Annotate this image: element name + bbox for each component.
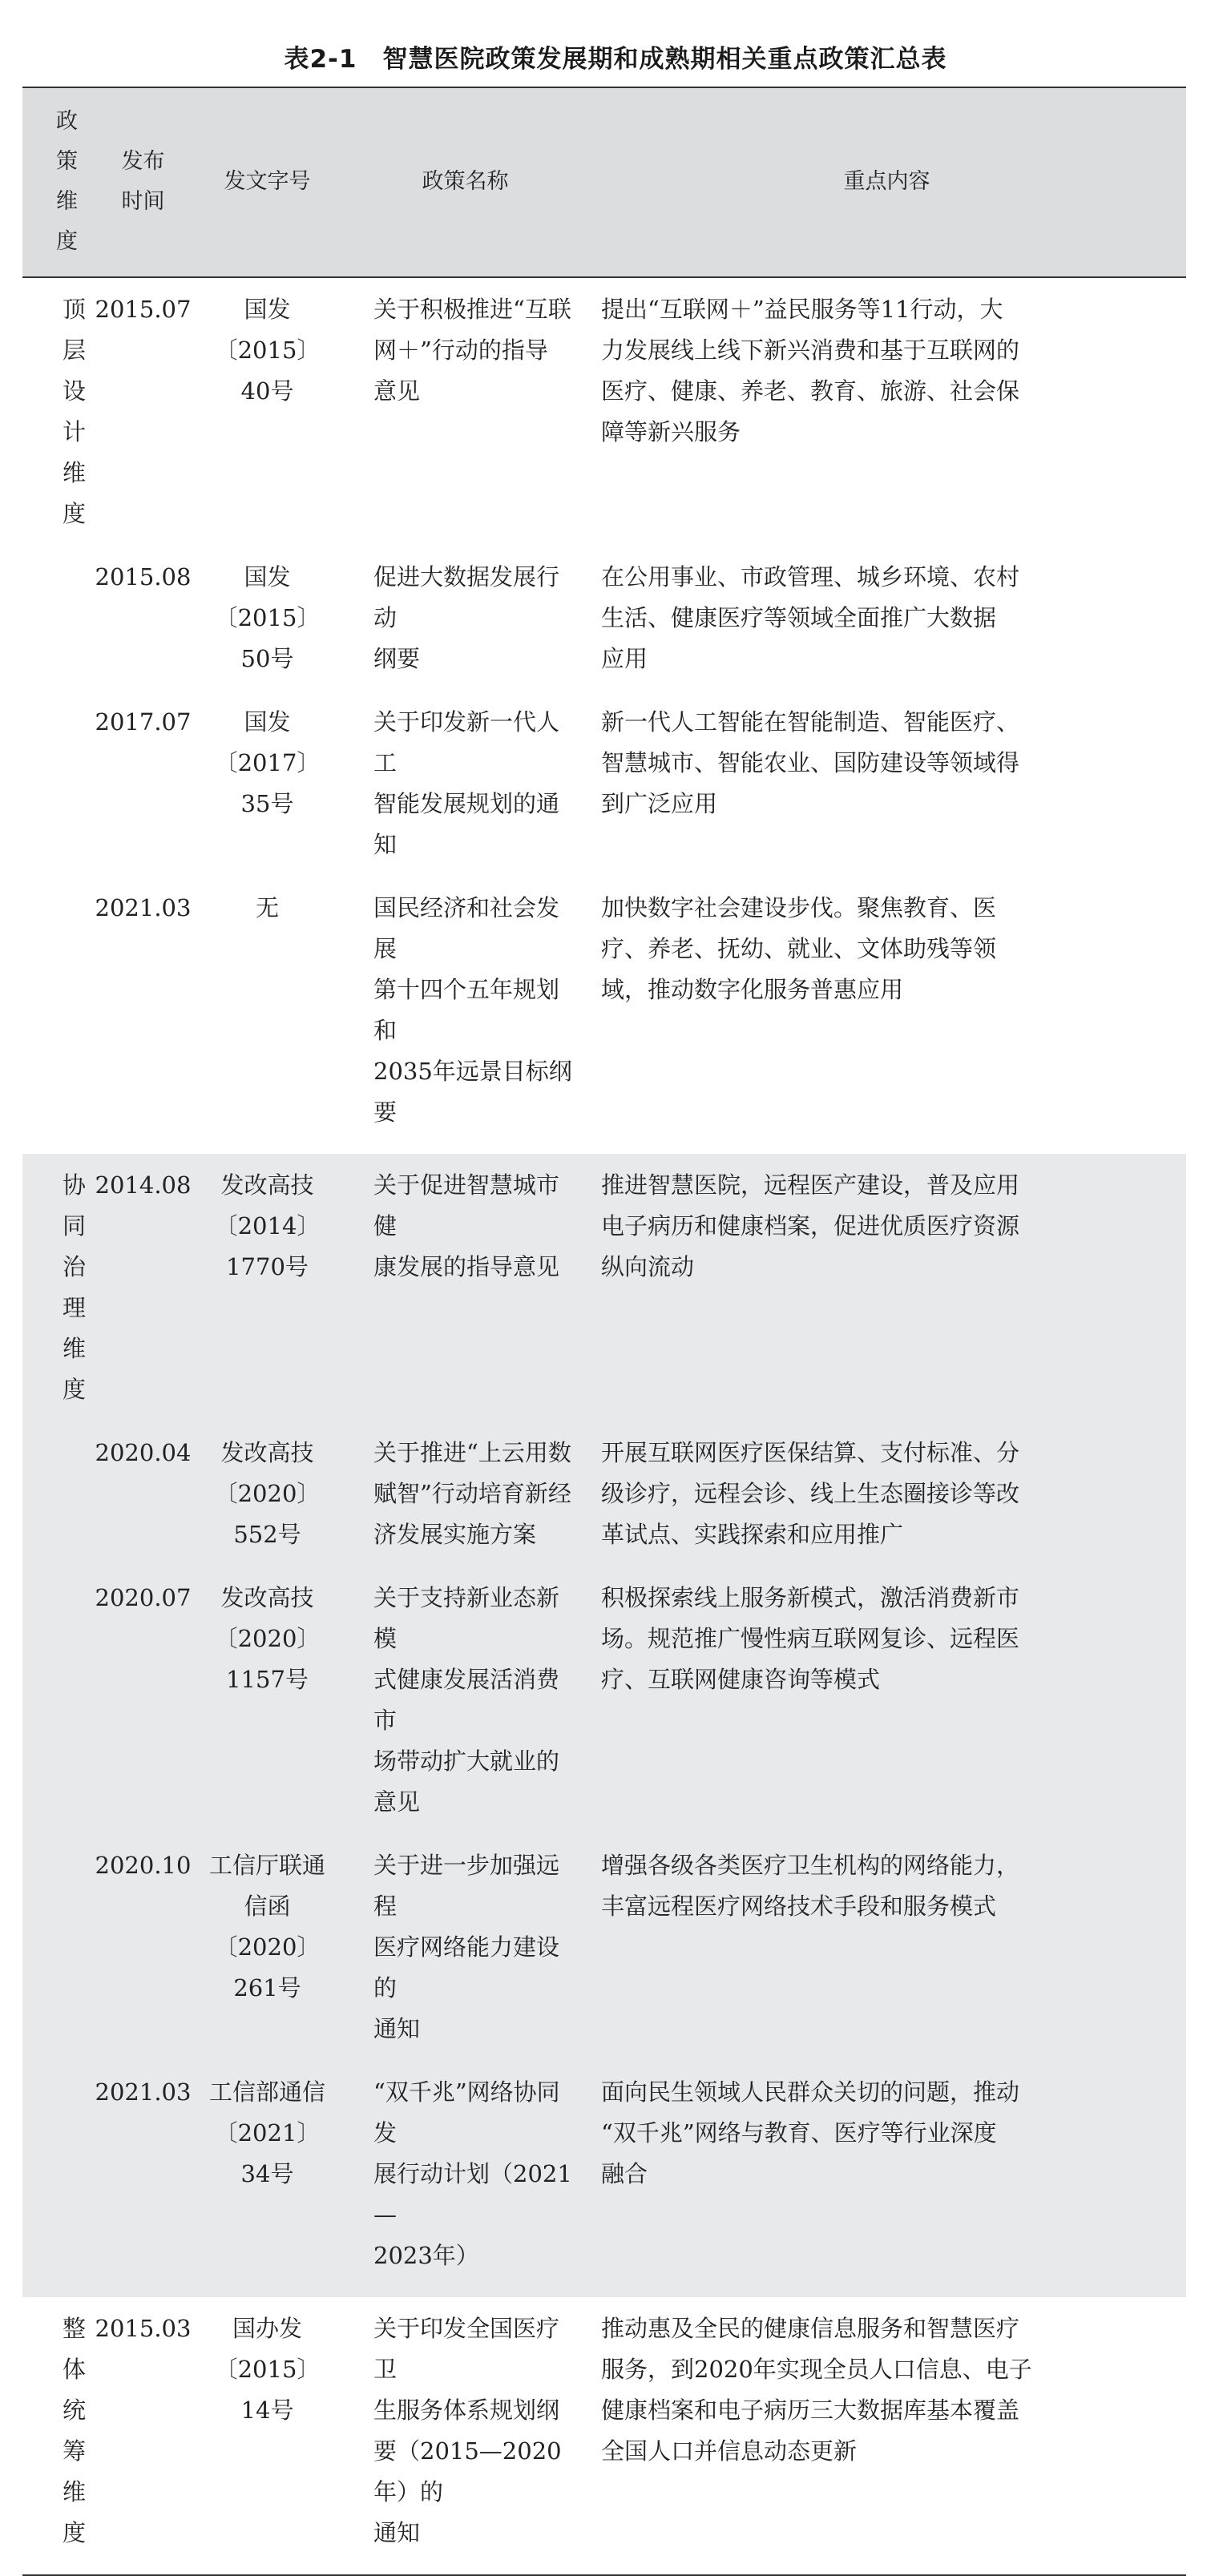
dimension-cell-line: 维度 <box>63 1335 87 1403</box>
dimension-cell-line: 维度 <box>63 459 87 527</box>
doc-number-cell-line: 工信厅联通 <box>208 1852 325 1879</box>
date-cell <box>95 877 192 1154</box>
key-content-cell-line: 电子病历和健康档案，促进优质医疗资源 <box>601 1212 1020 1240</box>
date-cell-line: 2015.07 <box>95 296 192 323</box>
date-cell-line: 2015.03 <box>95 2315 192 2342</box>
table-row <box>22 691 1186 877</box>
doc-number-cell <box>192 691 343 877</box>
key-content-cell-line: 疗、互联网健康咨询等模式 <box>601 1666 881 1693</box>
policy-name-cell-line: 关于积极推进“互联 <box>373 296 571 323</box>
date-cell <box>95 1566 192 1834</box>
doc-number-cell-line: 〔2015〕 <box>214 2356 321 2383</box>
dimension-cell-line: 维度 <box>63 2478 87 2546</box>
doc-number-cell <box>192 2297 343 2575</box>
policy-name-cell-line: 赋智”行动培育新经 <box>373 1480 571 1507</box>
table-title: 表2-1 智慧医院政策发展期和成熟期相关重点政策汇总表 <box>284 45 947 74</box>
date-cell-line: 2014.08 <box>95 1171 192 1199</box>
policy-name-cell-line: 意见 <box>373 377 421 405</box>
doc-number-cell-line: 国发 <box>244 296 291 323</box>
policy-name-cell <box>343 546 587 691</box>
dimension-cell <box>22 1421 95 1566</box>
key-content-cell-line: 融合 <box>601 2160 648 2187</box>
doc-number-cell-line: 35号 <box>240 790 294 817</box>
doc-number-cell-line: 国办发 <box>232 2315 302 2342</box>
doc-number-cell <box>192 1154 343 1421</box>
key-content-cell <box>587 277 1186 546</box>
header-row <box>22 87 1186 277</box>
doc-number-cell-line: 国发 <box>244 708 291 736</box>
dimension-cell-line: 设计 <box>63 377 87 445</box>
policy-name-cell-line: 关于进一步加强远程 <box>373 1852 560 1920</box>
policy-name-cell-line: 2023年） <box>373 2242 479 2269</box>
date-cell <box>95 1834 192 2061</box>
table-row <box>22 546 1186 691</box>
doc-number-cell-line: 发改高技 <box>220 1439 314 1466</box>
key-content-cell-line: 提出“互联网＋”益民服务等11行动，大 <box>601 296 1003 323</box>
key-content-cell-line: 障等新兴服务 <box>601 418 741 445</box>
doc-number-cell <box>192 277 343 546</box>
policy-table <box>22 87 1186 2576</box>
policy-name-cell-line: 智能发展规划的通知 <box>373 790 560 858</box>
key-content-cell-line: 力发展线上线下新兴消费和基于互联网的 <box>601 337 1020 364</box>
date-cell <box>95 1421 192 1566</box>
key-content-cell <box>587 1834 1186 2061</box>
date-cell <box>95 277 192 546</box>
dimension-cell <box>22 2061 95 2297</box>
doc-number-cell-line: 〔2020〕 <box>214 1480 321 1507</box>
key-content-cell-line: 丰富远程医疗网络技术手段和服务模式 <box>601 1893 997 1920</box>
key-content-cell-line: 开展互联网医疗医保结算、支付标准、分 <box>601 1439 1020 1466</box>
table-row <box>22 1566 1186 1834</box>
doc-number-cell-line: 工信部通信 <box>208 2078 325 2106</box>
header-date: 发布 时间 <box>95 87 192 277</box>
key-content-cell <box>587 1154 1186 1421</box>
date-cell-line: 2020.07 <box>95 1584 192 1611</box>
key-content-cell-line: 全国人口并信息动态更新 <box>601 2437 858 2465</box>
policy-name-cell <box>343 1421 587 1566</box>
date-cell-line: 2020.04 <box>95 1439 192 1466</box>
policy-name-cell-line: “双千兆”网络协同发 <box>373 2078 560 2147</box>
policy-name-cell-line: 纲要 <box>373 645 421 672</box>
table-row <box>22 877 1186 1154</box>
policy-name-cell <box>343 1566 587 1834</box>
doc-number-cell <box>192 877 343 1154</box>
doc-number-cell <box>192 2061 343 2297</box>
date-cell <box>95 2297 192 2575</box>
key-content-cell-line: 疗、养老、抚幼、就业、文体助残等领 <box>601 935 997 962</box>
policy-name-cell-line: 式健康发展活消费市 <box>373 1666 560 1734</box>
header-key-content: 重点内容 <box>587 87 1186 277</box>
doc-number-cell-line: 34号 <box>240 2160 294 2187</box>
table-row <box>22 2061 1186 2297</box>
policy-name-cell <box>343 1834 587 2061</box>
date-cell-line: 2021.03 <box>95 2078 192 2106</box>
policy-name-cell-line: 通知 <box>373 2015 421 2042</box>
key-content-cell-line: 面向民生领域人民群众关切的问题，推动 <box>601 2078 1020 2106</box>
key-content-cell-line: 增强各级各类医疗卫生机构的网络能力， <box>601 1852 1020 1879</box>
policy-name-cell <box>343 691 587 877</box>
key-content-cell-line: 服务，到2020年实现全员人口信息、电子 <box>601 2356 1032 2383</box>
header-doc-number: 发文字号 <box>192 87 343 277</box>
dimension-cell <box>22 1834 95 2061</box>
doc-number-cell-line: 国发 <box>244 563 291 591</box>
key-content-cell <box>587 877 1186 1154</box>
dimension-cell-line: 整体 <box>63 2315 87 2383</box>
policy-name-cell-line: 第十四个五年规划和 <box>373 976 560 1044</box>
doc-number-cell <box>192 1566 343 1834</box>
table-row <box>22 1421 1186 1566</box>
key-content-cell <box>587 2061 1186 2297</box>
date-cell <box>95 2061 192 2297</box>
doc-number-cell <box>192 1834 343 2061</box>
key-content-cell <box>587 1421 1186 1566</box>
key-content-cell-line: 推动惠及全民的健康信息服务和智慧医疗 <box>601 2315 1020 2342</box>
policy-name-cell-line: 关于印发新一代人工 <box>373 708 560 776</box>
policy-name-cell-line: 网＋”行动的指导 <box>373 337 548 364</box>
key-content-cell-line: 加快数字社会建设步伐。聚焦教育、医 <box>601 894 997 921</box>
key-content-cell-line: 积极探索线上服务新模式，激活消费新市 <box>601 1584 1020 1611</box>
table-row <box>22 1154 1186 1421</box>
dimension-cell <box>22 2297 95 2575</box>
policy-name-cell-line: 促进大数据发展行动 <box>373 563 560 631</box>
policy-name-cell-line: 2035年远景目标纲要 <box>373 1058 572 1126</box>
table-row <box>22 2297 1186 2575</box>
policy-name-cell-line: 济发展实施方案 <box>373 1521 537 1548</box>
policy-name-cell <box>343 277 587 546</box>
key-content-cell-line: 域，推动数字化服务普惠应用 <box>601 976 904 1003</box>
key-content-cell-line: 健康档案和电子病历三大数据库基本覆盖 <box>601 2397 1020 2424</box>
policy-name-cell-line: 意见 <box>373 1788 421 1816</box>
policy-name-cell-line: 生服务体系规划纲 <box>373 2397 560 2424</box>
date-cell <box>95 546 192 691</box>
doc-number-cell-line: 〔2021〕 <box>214 2119 321 2147</box>
doc-number-cell-line: 〔2015〕 <box>214 337 321 364</box>
date-cell-line: 2015.08 <box>95 563 192 591</box>
policy-name-cell-line: 国民经济和社会发展 <box>373 894 560 962</box>
date-cell-line: 2021.03 <box>95 894 192 921</box>
date-cell-line: 2017.07 <box>95 708 192 736</box>
policy-name-cell-line: 关于支持新业态新模 <box>373 1584 560 1652</box>
doc-number-cell-line: 〔2020〕 <box>214 1625 321 1652</box>
dimension-cell-line: 统筹 <box>63 2397 87 2465</box>
policy-name-cell-line: 康发展的指导意见 <box>373 1253 560 1280</box>
key-content-cell-line: 医疗、健康、养老、教育、旅游、社会保 <box>601 377 1020 405</box>
key-content-cell <box>587 2297 1186 2575</box>
key-content-cell-line: 场。规范推广慢性病互联网复诊、远程医 <box>601 1625 1020 1652</box>
dimension-cell <box>22 277 95 546</box>
dimension-cell-line: 协同 <box>63 1171 87 1240</box>
policy-name-cell-line: 关于印发全国医疗卫 <box>373 2315 560 2383</box>
key-content-cell-line: 智慧城市、智能农业、国防建设等领域得 <box>601 749 1020 776</box>
key-content-cell-line: 纵向流动 <box>601 1253 695 1280</box>
table-row <box>22 1834 1186 2061</box>
doc-number-cell-line: 〔2014〕 <box>214 1212 321 1240</box>
dimension-cell <box>22 546 95 691</box>
policy-name-cell-line: 要（2015—2020年）的 <box>373 2437 562 2505</box>
table-row <box>22 277 1186 546</box>
policy-name-cell-line: 场带动扩大就业的 <box>373 1748 560 1775</box>
doc-number-cell-line: 〔2015〕 <box>214 604 321 631</box>
policy-name-cell-line: 关于促进智慧城市健 <box>373 1171 560 1240</box>
doc-number-cell-line: 无 <box>255 894 279 921</box>
key-content-cell-line: 在公用事业、市政管理、城乡环境、农村 <box>601 563 1020 591</box>
key-content-cell-line: 生活、健康医疗等领域全面推广大数据 <box>601 604 997 631</box>
header-dimension: 政策 维度 <box>22 87 95 277</box>
key-content-cell <box>587 691 1186 877</box>
policy-name-cell <box>343 2061 587 2297</box>
doc-number-cell <box>192 546 343 691</box>
dimension-cell <box>22 1154 95 1421</box>
dimension-cell <box>22 877 95 1154</box>
policy-name-cell <box>343 1154 587 1421</box>
table-body <box>22 277 1186 2575</box>
header-policy-name: 政策名称 <box>343 87 587 277</box>
dimension-cell-line: 顶层 <box>63 296 87 364</box>
key-content-cell-line: “双千兆”网络与教育、医疗等行业深度 <box>601 2119 997 2147</box>
doc-number-cell-line: 261号 <box>233 1974 301 2002</box>
doc-number-cell-line: 1157号 <box>226 1666 309 1693</box>
doc-number-cell-line: 〔2020〕 <box>214 1933 321 1961</box>
policy-name-cell-line: 展行动计划（2021— <box>373 2160 572 2228</box>
doc-number-cell-line: 〔2017〕 <box>214 749 321 776</box>
key-content-cell-line: 应用 <box>601 645 648 672</box>
doc-number-cell-line: 50号 <box>240 645 294 672</box>
policy-name-cell <box>343 2297 587 2575</box>
doc-number-cell-line: 信函 <box>244 1893 291 1920</box>
policy-name-cell <box>343 877 587 1154</box>
doc-number-cell-line: 发改高技 <box>220 1584 314 1611</box>
key-content-cell-line: 推进智慧医院，远程医产建设，普及应用 <box>601 1171 1020 1199</box>
doc-number-cell <box>192 1421 343 1566</box>
key-content-cell-line: 级诊疗，远程会诊、线上生态圈接诊等改 <box>601 1480 1020 1507</box>
doc-number-cell-line: 发改高技 <box>220 1171 314 1199</box>
key-content-cell <box>587 1566 1186 1834</box>
key-content-cell-line: 新一代人工智能在智能制造、智能医疗、 <box>601 708 1020 736</box>
doc-number-cell-line: 552号 <box>233 1521 301 1548</box>
doc-number-cell-line: 1770号 <box>226 1253 309 1280</box>
policy-name-cell-line: 关于推进“上云用数 <box>373 1439 571 1466</box>
doc-number-cell-line: 40号 <box>240 377 294 405</box>
date-cell <box>95 691 192 877</box>
doc-number-cell-line: 14号 <box>240 2397 294 2424</box>
policy-name-cell-line: 通知 <box>373 2519 421 2546</box>
key-content-cell-line: 到广泛应用 <box>601 790 718 817</box>
dimension-cell-line: 治理 <box>63 1253 87 1321</box>
date-cell-line: 2020.10 <box>95 1852 192 1879</box>
key-content-cell <box>587 546 1186 691</box>
policy-name-cell-line: 医疗网络能力建设的 <box>373 1933 560 2002</box>
dimension-cell <box>22 691 95 877</box>
key-content-cell-line: 革试点、实践探索和应用推广 <box>601 1521 904 1548</box>
date-cell <box>95 1154 192 1421</box>
dimension-cell <box>22 1566 95 1834</box>
